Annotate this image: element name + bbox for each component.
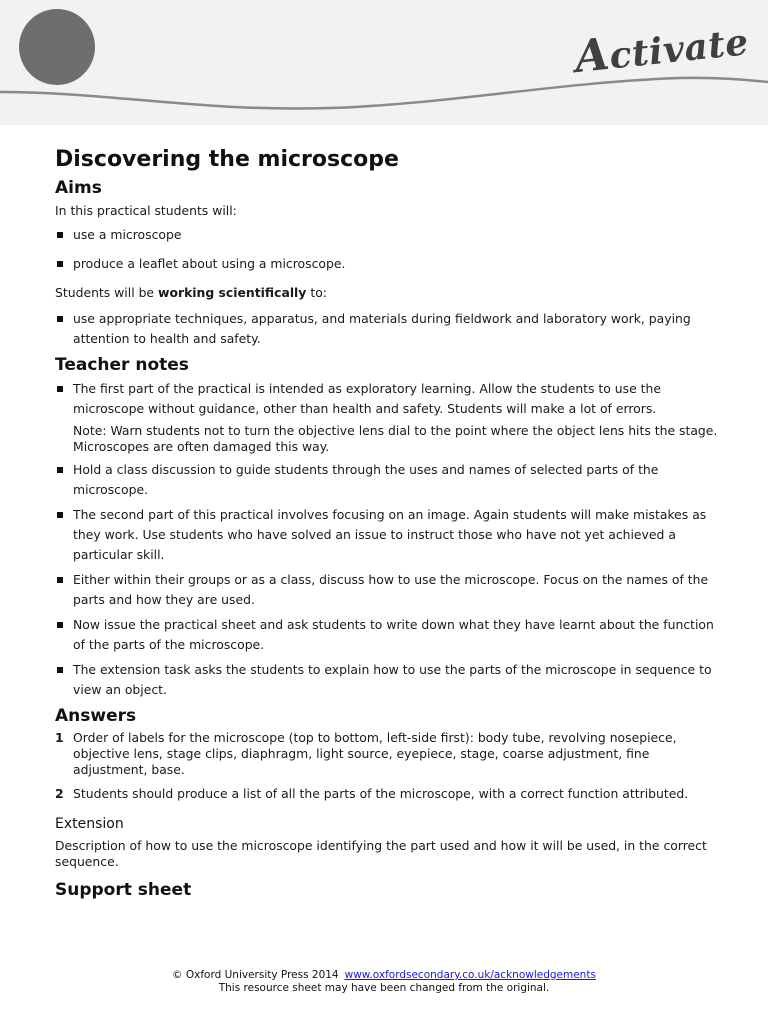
answer-item	[55, 730, 720, 778]
list-item: Either within their groups or as a class, discuss how to use the microscope. Focus on the names of the parts and how they are used.	[55, 570, 720, 610]
answers-heading: Answers	[55, 706, 137, 726]
page-footer	[0, 969, 768, 995]
answers-list	[55, 730, 720, 802]
ws-bold: working scientifically	[158, 285, 307, 300]
list-item: produce a leaflet about using a microscope.	[55, 254, 720, 274]
main-content	[55, 147, 720, 904]
logo-initial: A	[572, 28, 612, 84]
answer-item	[55, 786, 720, 802]
logo-rest: ctivate	[607, 21, 751, 78]
answer-text: Order of labels for the microscope (top to bottom, left-side first): body tube, revolving nosepiece, objective lens, stage clips, diaphragm, light source, eyepiece, stage, coarse adjustment, fine adjustment, base.	[73, 730, 677, 777]
footer-note: This resource sheet may have been changed from the original.	[218, 982, 550, 994]
header-wave	[0, 78, 768, 109]
teacher-note: Note: Warn students not to turn the objective lens dial to the point where the object lens hits the stage. Microscopes are often damaged this way.	[73, 423, 718, 454]
answer-number: 2	[55, 786, 64, 801]
list-item: The extension task asks the students to explain how to use the parts of the microscope in sequence to view an object.	[55, 660, 720, 700]
list-item	[55, 379, 720, 454]
header-circle	[19, 9, 95, 85]
copyright-text: © Oxford University Press 2014	[172, 969, 339, 981]
page-title: Discovering the microscope	[55, 147, 399, 172]
ws-list	[55, 309, 720, 349]
list-item: use appropriate techniques, apparatus, and materials during fieldwork and laboratory work, paying attention to health and safety.	[55, 309, 720, 349]
list-item: Now issue the practical sheet and ask students to write down what they have learnt about the function of the parts of the microscope.	[55, 615, 720, 655]
extension-heading: Extension	[55, 816, 124, 832]
teacher-notes-list	[55, 379, 720, 700]
list-item-text: The first part of the practical is intended as exploratory learning. Allow the students to use the microscope without guidance, other than health and safety. Students will make a lot of errors.	[73, 381, 662, 416]
aims-list	[55, 225, 720, 274]
list-item: The second part of this practical involves focusing on an image. Again students will make mistakes as they work. Use students who have solved an issue to instruct those who have not yet achieved a particular skill.	[55, 505, 720, 565]
teacher-notes-heading: Teacher notes	[55, 355, 189, 375]
ws-suffix: to:	[306, 285, 327, 300]
page-header	[0, 0, 768, 125]
extension-text: Description of how to use the microscope identifying the part used and how it will be used, in the correct sequence.	[55, 838, 707, 869]
footer-line-1	[0, 969, 768, 982]
aims-heading: Aims	[55, 178, 102, 198]
support-sheet-heading: Support sheet	[55, 880, 192, 900]
aims-intro: In this practical students will:	[55, 203, 237, 218]
list-item: use a microscope	[55, 225, 720, 245]
ws-prefix: Students will be	[55, 285, 158, 300]
list-item: Hold a class discussion to guide students through the uses and names of selected parts of the microscope.	[55, 460, 720, 500]
answer-text: Students should produce a list of all the parts of the microscope, with a correct function attributed.	[73, 786, 689, 801]
working-scientifically-line	[55, 284, 720, 301]
acknowledgements-link[interactable]: www.oxfordsecondary.co.uk/acknowledgements	[344, 969, 596, 981]
answer-number: 1	[55, 730, 64, 745]
